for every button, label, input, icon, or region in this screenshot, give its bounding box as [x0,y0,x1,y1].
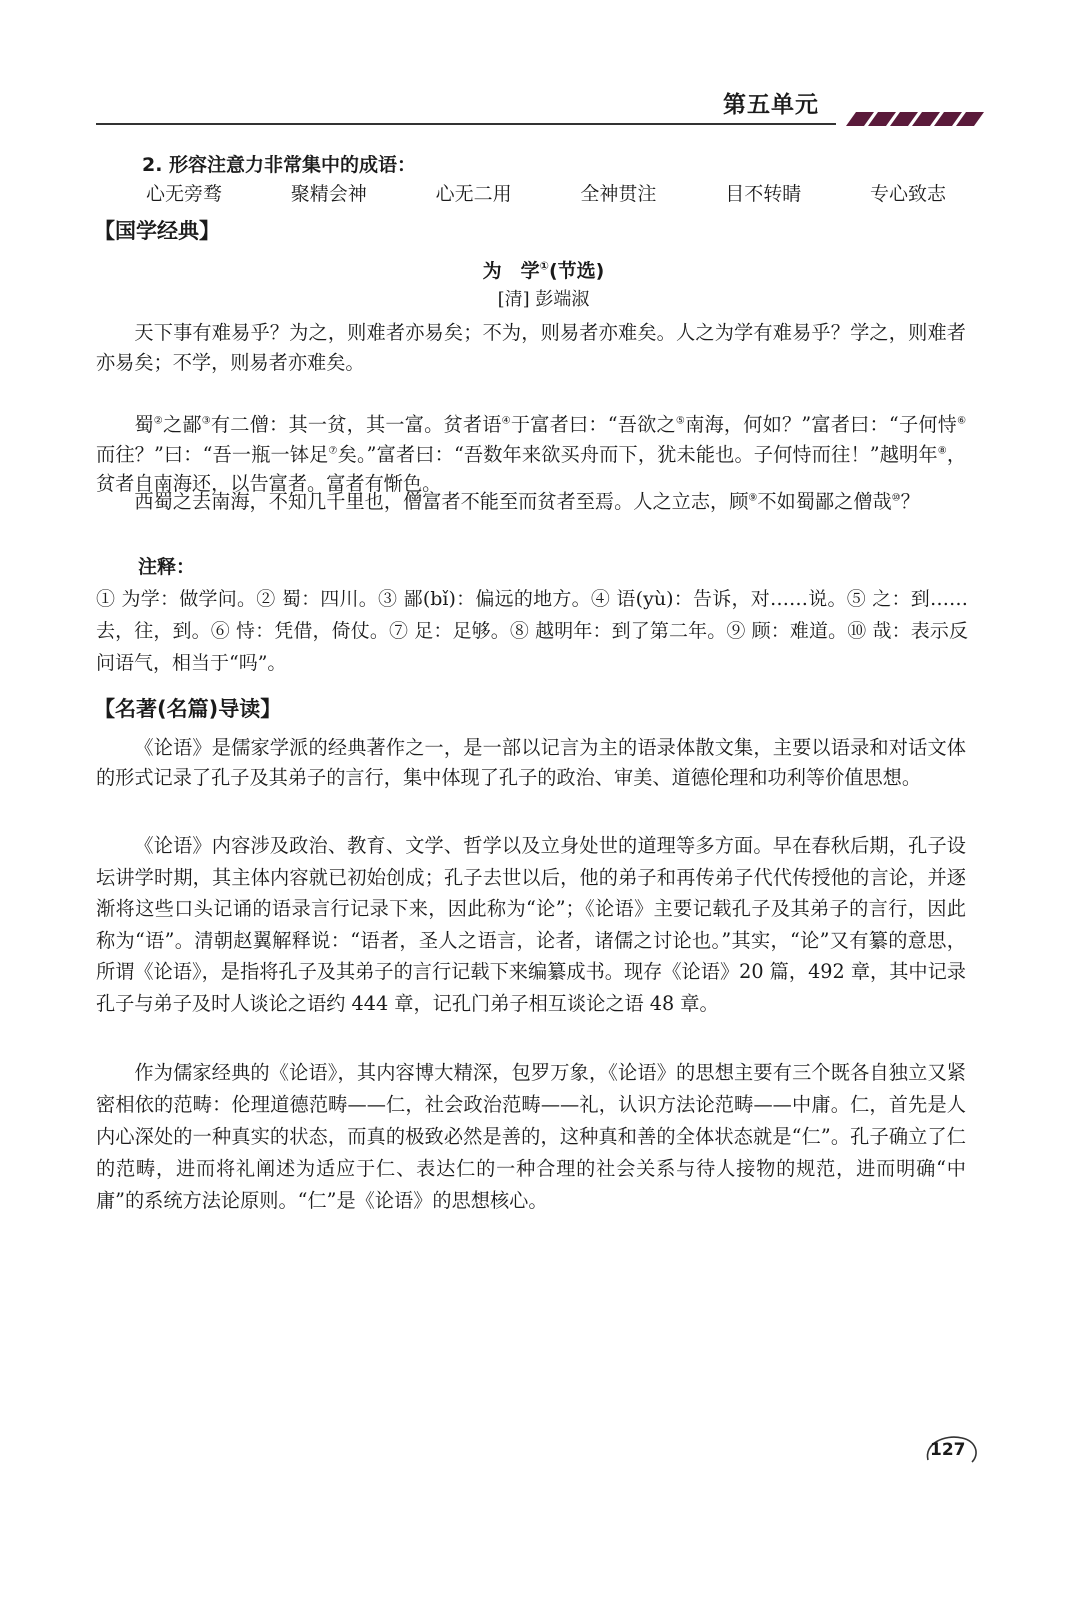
idiom-question-title: 2. 形容注意力非常集中的成语： [142,154,417,176]
section-heading-classics: 【国学经典】 [94,219,220,243]
footnote-marker: ② [153,415,163,427]
idiom-item: 目不转睛 [725,183,802,205]
text-run: 之鄙 [162,413,202,436]
text-run: ？ [900,490,920,513]
text-run: 西蜀之去南海，不知几千里也，僧富者不能至而贫者至焉。人之立志，顾 [134,490,749,513]
idiom-item: 心无旁骛 [146,183,223,205]
text-run: ，贫者自南海还，以告富者。富者有惭色。 [96,442,967,495]
guide-paragraph-2: 《论语》内容涉及政治、教育、文学、哲学以及立身处世的道理等多方面。早在春秋后期，孔子设坛讲学时期，其主体内容就已初始创成；孔子去世以后，他的弟子和再传弟子代代传授他的言论，并逐渐将这些口头记诵的语录言行记录下来，因此称为“论”；《论语》主要记载孔子及其弟子的言行，因此称为“语”。清朝赵翼解释说：“语者，圣人之语言，论者，诸儒之讨论也。”其实，“论”又有纂的意思，所谓《论语》，是指将孔子及其弟子的言行记载下来编纂成书。现存《论语》20 篇，492 章，其中记录孔子与弟子及时人谈论之语约 444 章，记孔门弟子相互谈论之语 48 章。 [96,834,966,1015]
text-title-main: 为 学 [482,260,540,282]
idiom-item: 全神贯注 [580,183,657,205]
classic-paragraph-1: 天下事有难易乎？为之，则难者亦易矣；不为，则易者亦难矣。人之为学有难易乎？学之，则难者亦易矣；不学，则易者亦难矣。 [96,321,966,374]
header-rule [96,123,836,125]
footnote-marker: ⑧ [937,445,947,457]
idiom-item: 心无二用 [435,183,512,205]
footnote-marker: ③ [201,415,211,427]
text-run: 有二僧：其一贫，其一富。贫者语 [210,413,502,436]
text-run: 于富者曰：“吾欲之 [510,413,676,436]
section-heading-reading-guide: 【名著(名篇)导读】 [94,697,282,721]
text-run: 不如蜀鄙之僧哉 [757,490,892,513]
header-stripes-decoration [846,108,986,126]
text-title-suffix: (节选) [548,260,605,282]
footnote-marker: ① [539,259,549,273]
footnote-marker: ⑨ [748,492,758,504]
text-run: 矣。”富者曰：“吾数年来欲买舟而下，犹未能也。子何恃而往！”越明年 [337,442,938,466]
idiom-item: 聚精会神 [290,183,367,205]
text-run: 南海，何如？”富者曰：“子何恃 [685,413,958,436]
page-number: 127 [930,1440,966,1460]
idiom-list [146,179,946,206]
notes-label: 注释： [138,556,196,578]
guide-paragraph-3: 作为儒家经典的《论语》，其内容博大精深，包罗万象，《论语》的思想主要有三个既各自独立又紧密相依的范畴：伦理道德范畴——仁，社会政治范畴——礼，认识方法论范畴——中庸。仁，首先是人内心深处的一种真实的状态，而真的极致必然是善的，这种真和善的全体状态就是“仁”。孔子确立了仁的范畴，进而将礼阐述为适应于仁、表达仁的一种合理的社会关系与待人接物的规范，进而明确“中庸”的系统方法论原则。“仁”是《论语》的思想核心。 [96,1061,966,1212]
notes-text: ① 为学：做学问。② 蜀：四川。③ 鄙(bǐ)：偏远的地方。④ 语(yù)：告诉，对……说。⑤ 之：到……去，往，到。⑥ 恃：凭借，倚仗。⑦ 足：足够。⑧ 越明年：到了第二年。⑨ 顾：难道。⑩ 哉：表示反问语气，相当于“吗”。 [96,588,968,674]
idiom-item: 专心致志 [869,183,946,205]
text-run: 而往？”曰：“吾一瓶一钵足 [96,442,329,466]
footnote-marker: ⑥ [957,415,967,427]
footnote-marker: ④ [501,415,511,427]
classic-paragraph-2 [96,410,966,499]
guide-paragraph-1: 《论语》是儒家学派的经典著作之一，是一部以记言为主的语录体散文集，主要以语录和对话文体的形式记录了孔子及其弟子的言行，集中体现了孔子的政治、审美、道德伦理和功利等价值思想。 [96,736,966,789]
text-author: [清] 彭端淑 [497,289,590,310]
footnote-marker: ⑤ [675,415,686,427]
footnote-marker: ⑦ [328,445,338,457]
classic-paragraph-3 [96,487,966,517]
text-title [0,256,1087,283]
footnote-marker: ⑩ [891,492,901,504]
text-run: 蜀 [134,413,154,436]
unit-title: 第五单元 [723,92,819,118]
